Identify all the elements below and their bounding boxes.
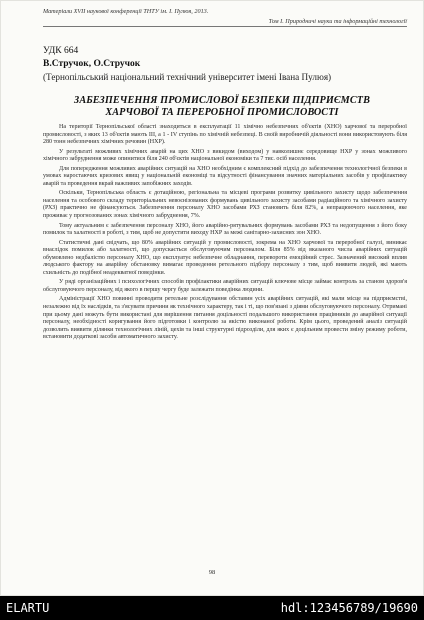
paragraph: У результаті можливих хімічних аварій на цих ХНО з викидом (виходом) у навколишнє середовище НХР у зонах можливого хімічного забруднення може опинитися біля 240 об'єктів національної економіки та 7 тис. осіб населення.: [43, 148, 407, 163]
page-number: 98: [208, 569, 216, 576]
udk-code: УДК 664: [43, 46, 79, 56]
paragraph: Статистичні дані свідчать, що 80% аварійних ситуацій у промисловості, зокрема на ХНО харчової та переробної галузі, виникає внаслідок помилок або халатності, що допускається обслуговуючим персоналом. Біля 85% від вказаного числа аварійних ситуацій обумовлено недбалістю персоналу ХНО, що експлуатує небезпечне обладнання, перевороти емоційний стрес. Зазначений високий вплив людського фактору на аварійну обстановку вимагає проведення ретельного підбору персоналу з тим, щоб виявити людей, які мають схильність до подібної неадекватної поведінки.: [43, 239, 407, 276]
paragraph: На території Тернопільської області знаходиться в експлуатації 11 хімічно небезпечних об'єктів (ХНО) харчової та переробної промисловості, з яких 13 об'єктів мають III, а 1 - IV ступінь по хімічній небезпеці. В своїй виробничій діяльності вони використовують біля 280 тонн небезпечних хімічних речовин (НХР).: [43, 124, 407, 146]
repository-name: ELARTU: [6, 601, 50, 615]
running-header-volume: Том I. Природничі науки та інформаційні технології: [268, 18, 407, 25]
article-title: ЗАБЕЗПЕЧЕННЯ ПРОМИСЛОВОЇ БЕЗПЕКИ ПІДПРИЄМСТВ ХАРЧОВОЇ ТА ПЕРЕРОБНОЇ ПРОМИСЛОВОСТІ: [74, 95, 370, 118]
handle-identifier: hdl:123456789/19690: [280, 601, 418, 615]
paragraph: Адміністрації ХНО повинні проводити ретельне розслідування обставин усіх аварійних ситуацій, які мали місце на підприємстві, незалежно від їх наслідків, та з'ясувати причини як технічного характеру, так і ті, що пов'язані з діями обслуговуючого персоналу. Отримані при цьому дані можуть бути використані для вирішення питання доцільності подальшого використання працівників до аварійної ситуації персоналу, необхідності коригування його підготовки і контролю за якістю виконаної роботи. Крім цього, проведений аналіз ситуацій дозволить виявити ділянки технологічних ліній, цехів та інші структурні підрозділи, для яких є доцільним провести зміну режиму роботи, встановити додаткові засоби автоматичного захисту.: [43, 296, 407, 341]
header-divider: [43, 26, 407, 27]
authors: В.Стручок, О.Стручок: [43, 59, 141, 69]
paragraph: У ряді організаційних і психологічних способів профілактики аварійних ситуацій ключове місце займає контроль за станом здоров'я обслуговуючого персоналу, від якого в першу чергу буде залежати поведінка людини.: [43, 279, 407, 293]
paragraph: Тому актуальним є забезпечення персоналу ХНО, його аварійно-рятувальних формувань засобами РХЗ та недопущення з його боку помилок та халатності в роботі, з тим, щоб не допустити виходу НХР за межі санітарно-захисних зон ХНО.: [43, 222, 407, 237]
paragraph: Оскільки, Тернопільська область є дотаційною, регіональна та місцеві програми розвитку цивільного захисту щодо забезпечення населення та особового складу територіальних невоєнізованих формувань цивільного захисту засобами радіаційного та хімічного захисту (РХЗ) практично не фінансуються. Забезпечення персоналу ХНО засобами РХЗ становить біля 82%, а непрацюючого населення, яке проживає у прогнозованих зонах хімічного забруднення, 7%.: [43, 190, 407, 220]
affiliation: (Тернопільський національний технічний університет імені Івана Пулюя): [43, 72, 332, 82]
article-body: [43, 124, 407, 344]
repository-footer-bar: [0, 596, 424, 620]
running-header-conference: Матеріали XVII наукової конференції ТНТУ ім. І. Пулюя, 2013.: [43, 8, 209, 15]
paragraph: Для попередження можливих аварійних ситуацій на ХНО необхідним є комплексний підхід до забезпечення технологічної безпеки в умовах наростаючих кризових явищ у національній економіці та відсутності фінансування значних матеріальних засобів у профілактику аварій та проведення вкрай важливих запобіжних заходів.: [43, 165, 407, 187]
